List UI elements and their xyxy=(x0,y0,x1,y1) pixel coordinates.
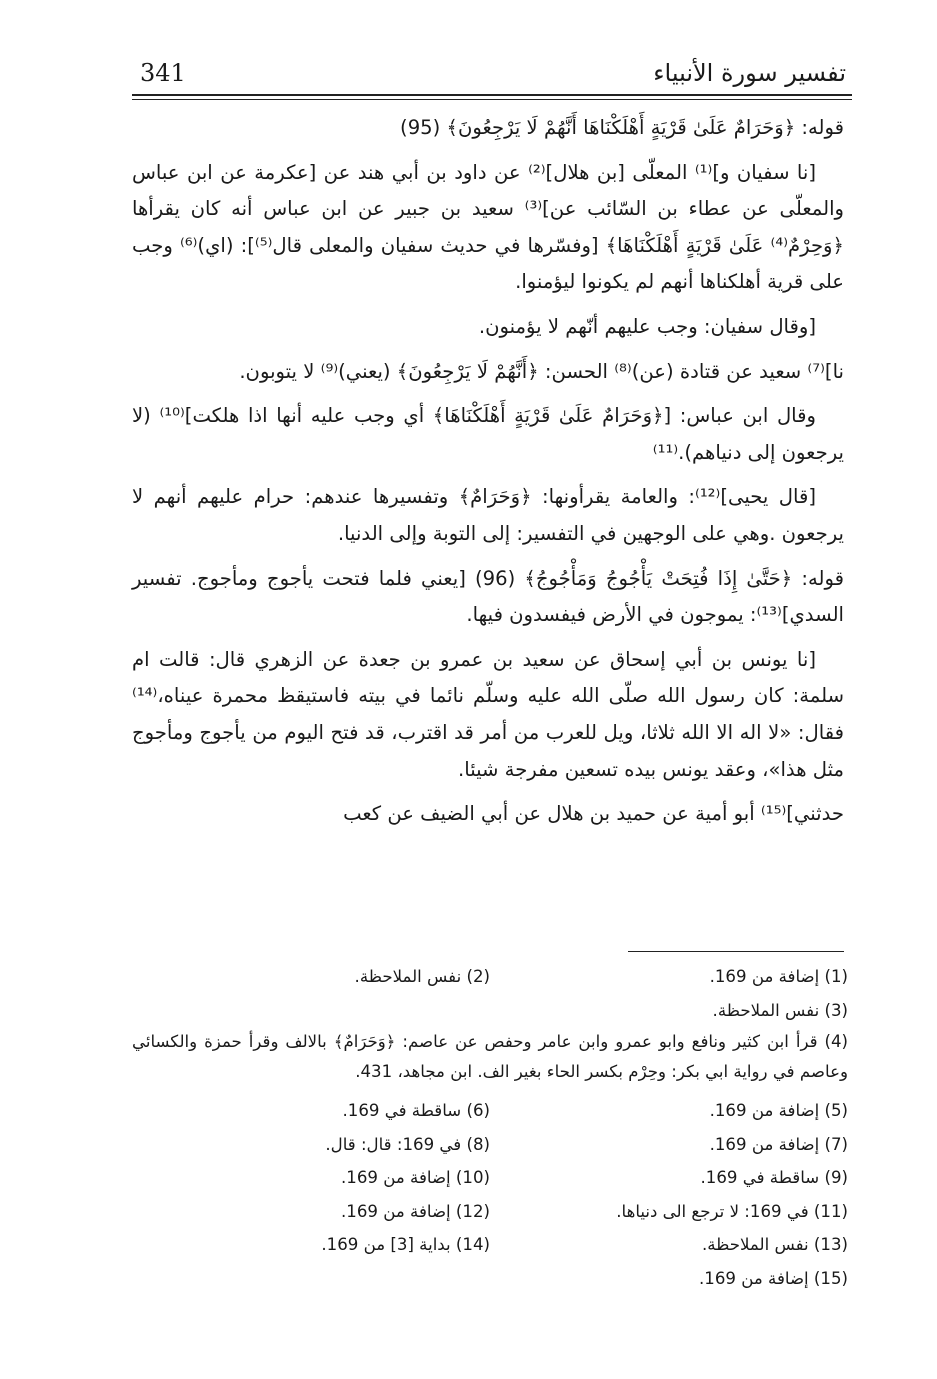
header-rule-thin xyxy=(132,99,852,100)
footnote: (2) نفس الملاحظة. xyxy=(354,967,490,986)
footnote-row xyxy=(132,1128,848,1162)
running-title: تفسير سورة الأنبياء xyxy=(653,59,846,87)
header-rule xyxy=(132,94,852,96)
footnote: (8) في 169: قال: قال. xyxy=(325,1134,490,1154)
page-header xyxy=(132,57,852,97)
footnotes xyxy=(132,960,848,1295)
footnote: (15) إضافة من 169. xyxy=(699,1268,848,1288)
footnote-row xyxy=(132,1161,848,1195)
footnote-row xyxy=(132,1228,848,1262)
paragraph-verse-95: قوله: ﴿وَحَرَامٌ عَلَىٰ قَرْيَةٍ أَهْلَكْنَاهَا أَنَّهُمْ لَا يَرْجِعُونَ﴾ (95) xyxy=(400,116,844,139)
footnote: (3) نفس الملاحظة. xyxy=(712,1000,848,1020)
footnote: (7) إضافة من 169. xyxy=(709,1134,848,1154)
paragraph: نا]⁽⁷⁾ سعيد عن قتادة (عن)⁽⁸⁾ الحسن: ﴿أَنَّهُمْ لَا يَرْجِعُونَ﴾ (يعني)⁽⁹⁾ لا يتوبون. xyxy=(239,359,844,383)
footnote: (13) نفس الملاحظة. xyxy=(701,1235,848,1254)
footnote: (14) بداية [3] من 169. xyxy=(321,1235,490,1254)
page-number: 341 xyxy=(140,59,186,87)
footnote: (5) إضافة من 169. xyxy=(709,1101,848,1120)
footnote: (11) في 169: لا ترجع الى دنياها. xyxy=(616,1201,848,1221)
footnote-row xyxy=(132,1262,848,1296)
footnote: (1) إضافة من 169. xyxy=(709,967,848,986)
paragraph: [نا يونس بن أبي إسحاق عن سعيد بن عمرو بن جعدة عن الزهري قال: قالت ام سلمة: كان رسول الله صلّى الله عليه وسلّم نائما في بيته فاستيقظ محمرة عيناه،⁽¹⁴⁾ فقال: «لا اله الا الله ثلاثا، ويل للعرب من أمر قد اقترب، قد فتح اليوم من يأجوج ومأجوج مثل هذا»، وعقد يونس بيده تسعين مفرجة شيئا. xyxy=(132,647,844,781)
footnote: (6) ساقطة في 169. xyxy=(342,1101,490,1120)
paragraph: وقال ابن عباس: [﴿وَحَرَامٌ عَلَىٰ قَرْيَةٍ أَهْلَكْنَاهَا﴾ أي وجب عليه أنها اذا هلكت]⁽¹⁰⁾ (لا يرجعون إلى دنياهم).⁽¹¹⁾ xyxy=(132,404,844,464)
footnote: (12) إضافة من 169. xyxy=(341,1201,490,1221)
footnote: (9) ساقطة في 169. xyxy=(700,1168,848,1187)
footnote: (10) إضافة من 169. xyxy=(341,1168,490,1187)
footnote-row xyxy=(132,960,848,994)
paragraph: حدثني]⁽¹⁵⁾ أبو أمية عن حميد بن هلال عن أبي الضيف عن كعب xyxy=(343,802,844,826)
footnote-row xyxy=(132,994,848,1028)
footnote: (4) قرأ ابن كثير ونافع وابو عمرو وابن عامر وحفص عن عاصم: ﴿وَحَرَامٌ﴾ بالالف وقرأ حمزة والكسائي وعاصم في رواية ابي بكر: وحِرْم بكسر الحاء بغير الف. ابن مجاهد، 431. xyxy=(132,1032,848,1081)
main-text xyxy=(132,110,844,841)
footnote-row xyxy=(132,1027,848,1094)
footnote-row xyxy=(132,1094,848,1128)
paragraph-verse-96: قوله: ﴿حَتَّىٰ إِذَا فُتِحَتْ يَأْجُوجُ وَمَأْجُوجُ﴾ (96) [يعني فلما فتحت يأجوج ومأجوج. تفسير السدي]⁽¹³⁾: يموجون في الأرض فيفسدون فيها. xyxy=(132,566,844,627)
paragraph: [نا سفيان و]⁽¹⁾ المعلّى [بن هلال]⁽²⁾ عن داود بن أبي هند عن [عكرمة عن ابن عباس والمعلّى عن عطاء بن السّائب عن]⁽³⁾ سعيد بن جبير عن ابن عباس أنه كان يقرأها ﴿وَحِرْمٌ⁽⁴⁾ عَلَىٰ قَرْيَةٍ أَهْلَكْنَاهَا﴾ [وفسّرها في حديث سفيان والمعلى قال⁽⁵⁾]: (اي)⁽⁶⁾ وجب على قرية أهلكناها أنهم لم يكونوا ليؤمنوا. xyxy=(132,160,844,294)
paragraph: [قال يحيى]⁽¹²⁾: والعامة يقرأونها: ﴿وَحَرَامٌ﴾ وتفسيرها عندهم: حرام عليهم أنهم لا يرجعون .وهي على الوجهين في التفسير: إلى التوبة وإلى الدنيا. xyxy=(132,485,844,545)
footnote-row xyxy=(132,1195,848,1229)
paragraph: [وقال سفيان: وجب عليهم أنّهم لا يؤمنون. xyxy=(478,314,816,338)
footnote-rule xyxy=(628,951,844,952)
